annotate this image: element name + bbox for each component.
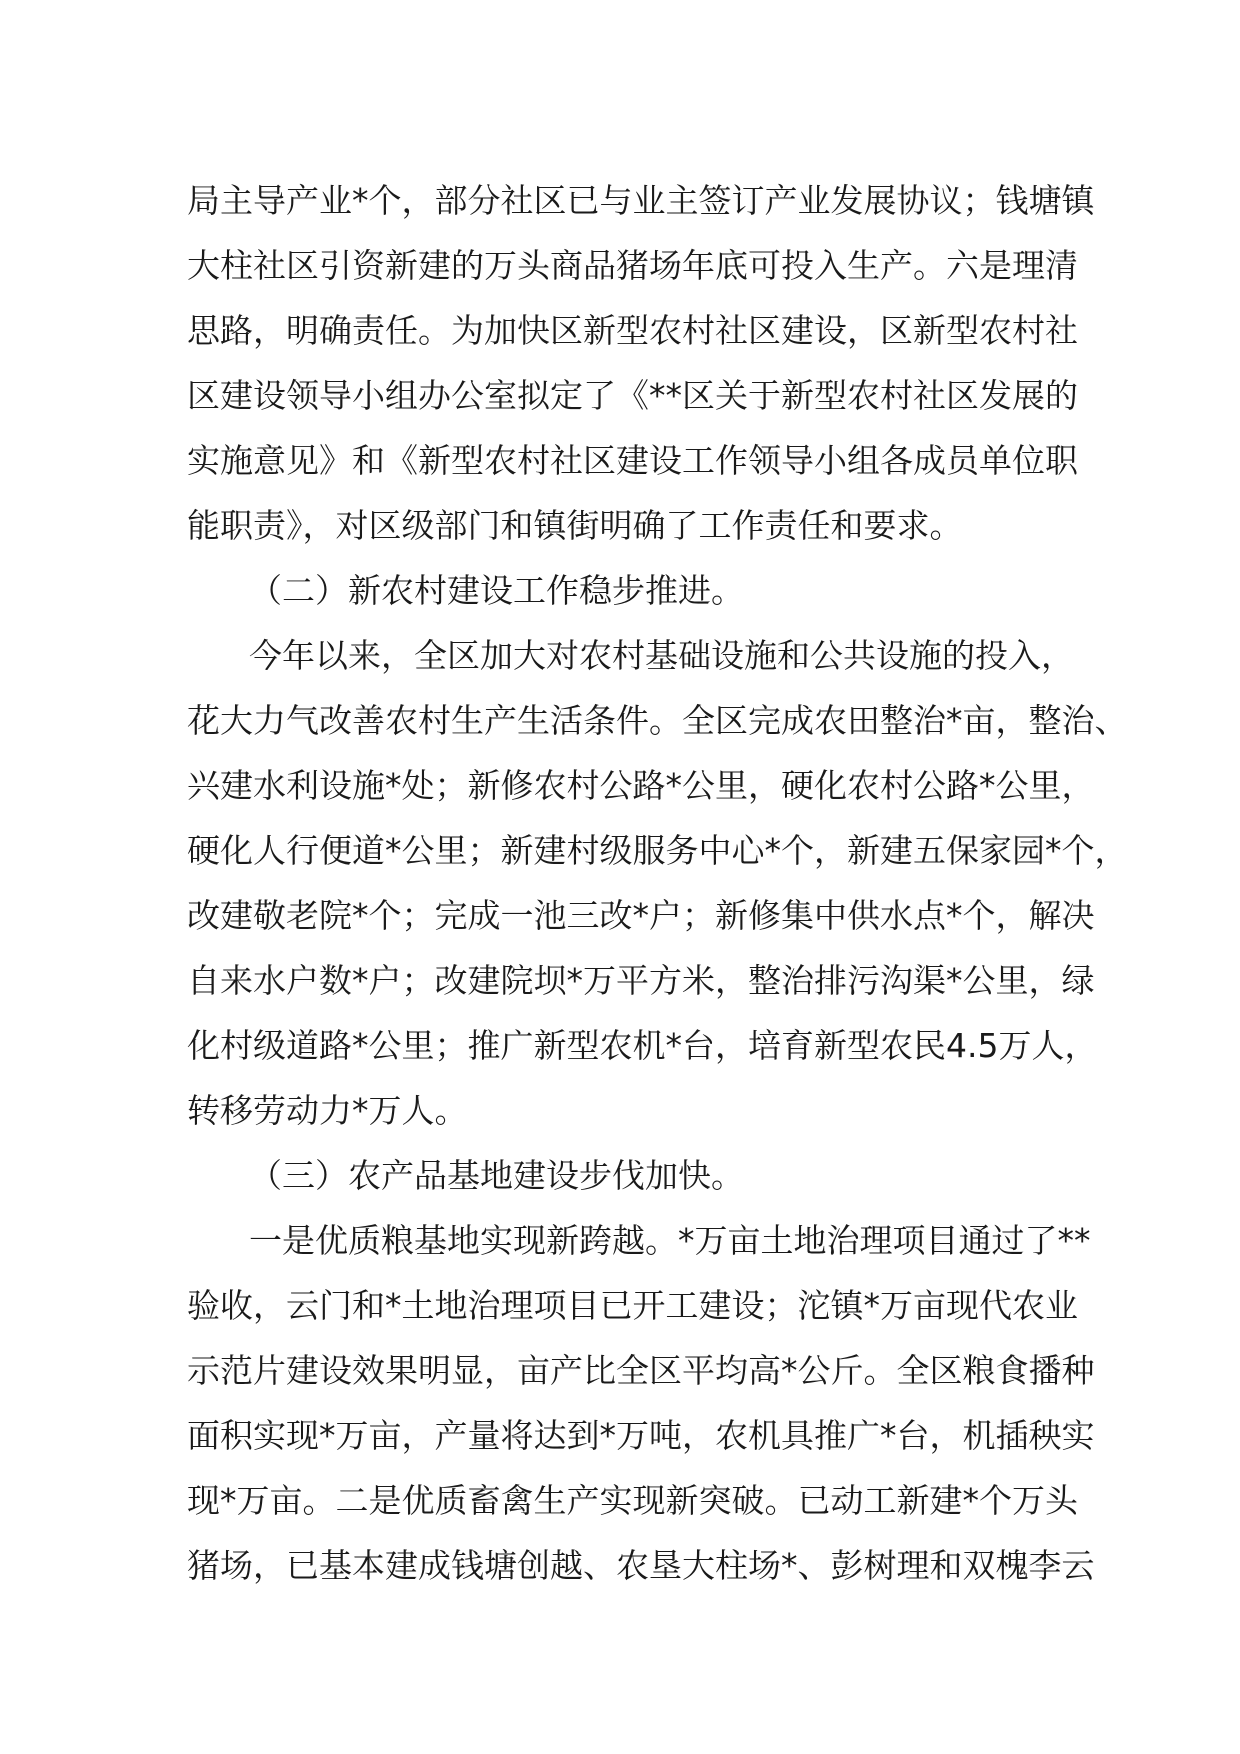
document-body [187, 168, 1128, 1598]
paragraph-start: 今年以来，全区加大对农村基础设施和公共设施的投入， [249, 636, 1074, 675]
text-line: 能职责》，对区级部门和镇街明确了工作责任和要求。 [187, 506, 963, 545]
text-line: 实施意见》和《新型农村社区建设工作领导小组各成员单位职 [187, 441, 1078, 480]
text-line: 猪场，已基本建成钱塘创越、农垦大柱场*、彭树理和双槐李云 [187, 1546, 1095, 1585]
paragraph-start: 一是优质粮基地实现新跨越。*万亩土地治理项目通过了** [249, 1221, 1091, 1260]
text-line: 局主导产业*个，部分社区已与业主签订产业发展协议；钱塘镇 [187, 181, 1095, 220]
text-line: 大柱社区引资新建的万头商品猪场年底可投入生产。六是理清 [187, 246, 1078, 285]
text-line: 验收，云门和*土地治理项目已开工建设；沱镇*万亩现代农业 [187, 1286, 1078, 1325]
text-line: 转移劳动力*万人。 [187, 1091, 468, 1130]
text-line: 花大力气改善农村生产生活条件。全区完成农田整治*亩，整治、 [187, 701, 1128, 740]
text-line: 自来水户数*户；改建院坝*万平方米，整治排污沟渠*公里，绿 [187, 961, 1095, 1000]
text-line: 改建敬老院*个；完成一池三改*户；新修集中供水点*个，解决 [187, 896, 1095, 935]
text-line: 示范片建设效果明显，亩产比全区平均高*公斤。全区粮食播种 [187, 1351, 1095, 1390]
section-heading: （二）新农村建设工作稳步推进。 [249, 571, 744, 610]
section-heading: （三）农产品基地建设步伐加快。 [249, 1156, 744, 1195]
text-line: 区建设领导小组办公室拟定了《**区关于新型农村社区发展的 [187, 376, 1078, 415]
text-line: 现*万亩。二是优质畜禽生产实现新突破。已动工新建*个万头 [187, 1481, 1078, 1520]
text-line: 兴建水利设施*处；新修农村公路*公里，硬化农村公路*公里， [187, 766, 1095, 805]
text-line: 思路，明确责任。为加快区新型农村社区建设，区新型农村社 [187, 311, 1078, 350]
text-line: 硬化人行便道*公里；新建村级服务中心*个，新建五保家园*个， [187, 831, 1128, 870]
text-line: 面积实现*万亩，产量将达到*万吨，农机具推广*台，机插秧实 [187, 1416, 1095, 1455]
text-line: 化村级道路*公里；推广新型农机*台，培育新型农民4.5万人， [187, 1026, 1098, 1065]
